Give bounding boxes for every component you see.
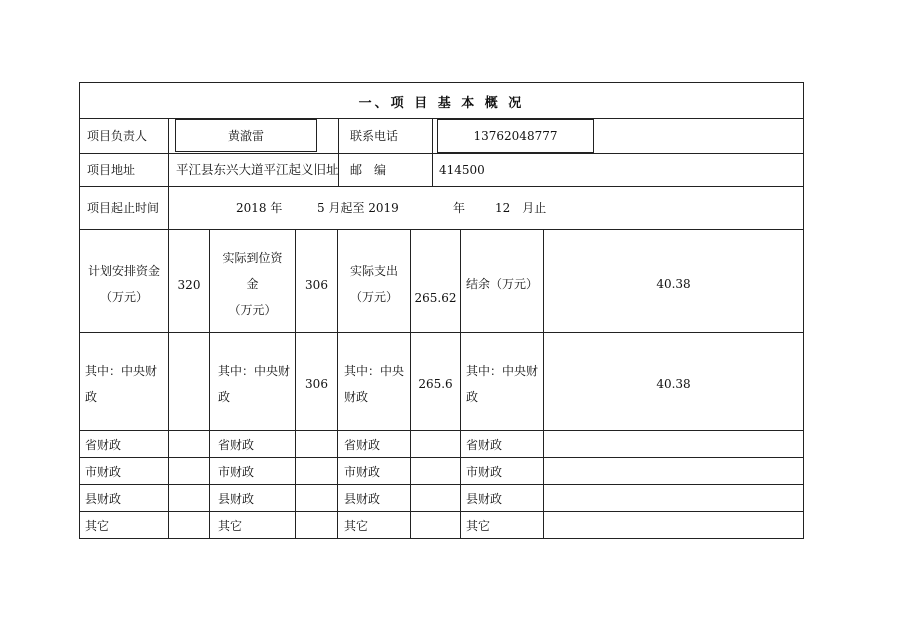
- row-line: [79, 332, 804, 333]
- section-title: 一、项 目 基 本 概 况: [358, 96, 525, 111]
- city-label: 市财政: [466, 465, 503, 479]
- table-border-top: [79, 82, 804, 83]
- zip-value: 414500: [439, 163, 485, 177]
- province-label: 省财政: [466, 438, 503, 452]
- col-line: [432, 118, 433, 186]
- city-label: 市财政: [218, 465, 255, 479]
- time-label: 项目起止时间: [87, 201, 160, 215]
- central-actual-label: 其中：中央财 政: [218, 364, 291, 404]
- leader-value: 黄澈雷: [227, 129, 264, 143]
- row-line: [79, 229, 804, 230]
- end-year-suffix: 年: [453, 201, 466, 215]
- central-balance-label: 其中：中央财 政: [466, 364, 539, 404]
- other-label: 其它: [344, 519, 369, 533]
- province-label: 省财政: [85, 438, 122, 452]
- city-label: 市财政: [85, 465, 122, 479]
- end-month: 12 月止: [495, 201, 547, 215]
- col-line: [168, 186, 169, 229]
- actual-funds-value: 306: [305, 278, 328, 292]
- row-line: [79, 430, 804, 431]
- col-line: [460, 229, 461, 539]
- county-label: 县财政: [85, 492, 122, 506]
- row-line: [79, 153, 804, 154]
- phone-label: 联系电话: [350, 129, 399, 143]
- row-line: [79, 484, 804, 485]
- table-border-bottom: [79, 538, 804, 539]
- central-spend-label: 其中：中央 财政: [344, 364, 405, 404]
- county-label: 县财政: [344, 492, 381, 506]
- col-line: [168, 229, 169, 539]
- other-label: 其它: [85, 519, 110, 533]
- city-label: 市财政: [344, 465, 381, 479]
- central-spend-value: 265.6: [418, 377, 453, 391]
- planned-funds-label: 计划安排资金 （万元）: [87, 264, 160, 304]
- address-label: 项目地址: [87, 163, 136, 177]
- actual-funds-label: 实际到位资 金 （万元）: [222, 251, 283, 317]
- zip-label: 邮 编: [350, 163, 387, 177]
- central-balance-value: 40.38: [656, 377, 691, 391]
- county-label: 县财政: [218, 492, 255, 506]
- leader-label: 项目负责人: [87, 129, 148, 143]
- start-year: 2018 年: [236, 201, 283, 215]
- row-line: [79, 511, 804, 512]
- start-month: 5 月起至 2019: [317, 201, 399, 215]
- address-value: 平江县东兴大道平江起义旧址: [176, 162, 339, 177]
- row-line: [79, 186, 804, 187]
- actual-spend-value: 265.62: [414, 291, 457, 305]
- col-line: [168, 118, 169, 186]
- central-actual-value: 306: [305, 377, 328, 391]
- other-label: 其它: [466, 519, 491, 533]
- table-border-right: [803, 82, 804, 539]
- province-label: 省财政: [344, 438, 381, 452]
- province-label: 省财政: [218, 438, 255, 452]
- table-border-left: [79, 82, 80, 539]
- phone-value: 13762048777: [473, 129, 558, 143]
- central-planned-label: 其中：中央财 政: [85, 364, 158, 404]
- actual-spend-label: 实际支出 （万元）: [349, 264, 398, 304]
- other-label: 其它: [218, 519, 243, 533]
- planned-funds-value: 320: [177, 278, 201, 292]
- row-line: [79, 457, 804, 458]
- balance-label: 结余（万元）: [466, 277, 539, 291]
- county-label: 县财政: [466, 492, 503, 506]
- balance-value: 40.38: [656, 277, 691, 291]
